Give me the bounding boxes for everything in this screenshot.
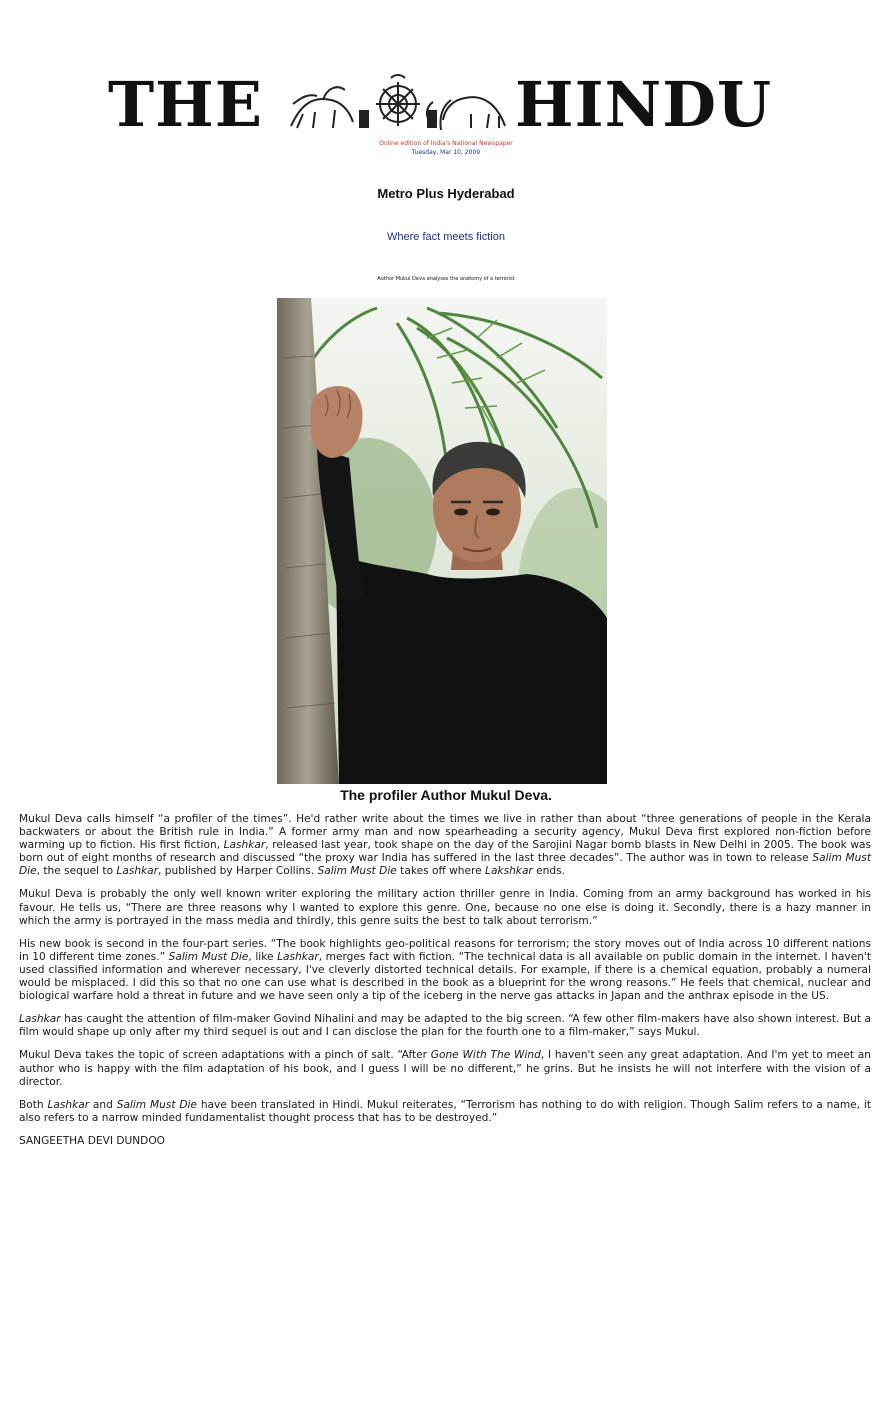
p3-title-salim: Salim Must Die (168, 950, 249, 963)
p3-text-a: His new book is second in the four-part series. “The book highlights geo-political reasons for terrorism; the story moves out of India across 10 different nations in 10 different time zones.” (19, 937, 871, 963)
p1-title-salim: Salim Must Die (19, 852, 871, 878)
article-paragraph-1 (19, 813, 871, 878)
article-paragraph-4 (19, 1013, 871, 1039)
p5-title-gwtw: Gone With The Wind (430, 1049, 541, 1062)
article-paragraph-2: Mukul Deva is probably the only well known writer exploring the military action thriller genre in India. Coming from an army background has worked in his favour. He tells us, “There are three reasons why I wanted to explore this genre. One, because no one else is doing it. Secondly, there is a hazy manner in which the army is portrayed in the mass media and thirdly, this genre suits the best to talk about terrorism.” (19, 888, 871, 927)
p6-text-e: have been translated in Hindi. Mukul reiterates, “Terrorism has nothing to do with religion. Though Salim refers to a name, it also refers to a narrow minded fundamentalist thought process that has to be destroyed.” (19, 1098, 871, 1124)
p3-title-lashkar: Lashkar (277, 950, 319, 963)
photo-caption: The profiler Author Mukul Deva. (340, 787, 552, 803)
article-headline: Where fact meets fiction (387, 231, 505, 243)
article-paragraph-3 (19, 938, 871, 1003)
p1-text-e: , the sequel to (36, 865, 117, 878)
masthead-banner (0, 70, 892, 140)
p1-title-lashkar-2: Lashkar (116, 865, 159, 878)
p6-text-a: Both (19, 1098, 48, 1111)
p5-text-a: Mukul Deva takes the topic of screen adaptations with a pinch of salt. “After (19, 1049, 431, 1062)
masthead-word-hindu: HINDU (515, 68, 773, 141)
p1-text-k: ends. (532, 865, 566, 878)
masthead-word-the: THE (108, 68, 263, 141)
p5-text-c: , I haven't seen any great adaptation. And I'm yet to meet an author who is happy with the film adaptation of his book, and I guess I will be no different,” he grins. But he insists he will not interfere with the vision of a director. (19, 1049, 872, 1088)
article-subhead: Author Mukul Deva analyses the anatomy of a terrorist (377, 276, 515, 282)
article-byline: SANGEETHA DEVI DUNDOO (19, 1134, 166, 1147)
article-body (19, 813, 871, 1148)
p1-title-salim-2: Salim Must Die (317, 865, 397, 878)
p1-text-i: takes off where (396, 865, 486, 878)
p1-title-lashkar: Lashkar (223, 839, 266, 852)
p3-text-e: , merges fact with fiction. “The technical data is all available on public domain in the internet. I haven't used classified information and wherever necessary, I've cleverly distorted technical details. For example, if there is a chemical equation, probably a numeral would be misplaced. I did this so that no one can use what is described in the book as a blueprint for the wrong reasons.” He feels that chemical, nuclear and biological warfare hold a threat in future and we have seen only a tip of the iceberg in the nerve gas attacks in Japan and the anthrax episode in the US. (19, 950, 871, 1003)
author-photo (277, 298, 607, 784)
article-paragraph-5 (19, 1049, 871, 1088)
p6-title-lashkar: Lashkar (47, 1098, 90, 1111)
p1-text-g: , published by Harper Collins. (158, 865, 318, 878)
section-title: Metro Plus Hyderabad (377, 186, 515, 201)
p1-title-lakshkar: Lakshkar (485, 865, 533, 878)
p1-text-a: Mukul Deva calls himself “a profiler of the times”. He'd rather write about the times we live in rather than about “three generations of people in the Kerala backwaters or about the British rule in India.” A former army man and now spearheading a security agency, Mukul Deva first explored non-fiction before warming up to fiction. His first fiction, (19, 813, 871, 852)
p6-title-salim: Salim Must Die (116, 1098, 197, 1111)
p4-text-b: has caught the attention of film-maker Govind Nihalini and may be adapted to the big screen. “A few other film-makers have also shown interest. But a film would shape up only after my third sequel is out and I can disclose the plan for the fourth one to a film-maker,” says Mukul. (19, 1013, 871, 1039)
masthead-tagline: Online edition of India's National Newspaper (379, 140, 513, 147)
masthead-date: Tuesday, Mar 10, 2009 (411, 149, 481, 156)
p6-text-c: and (89, 1098, 117, 1111)
p1-text-c: , released last year, took shape on the day of the Sarojini Nagar bomb blasts in New Delhi in 2005. The book was born out of eight months of research and discussed “the proxy war India has suffered in the last three decades”. The author was in town to release (19, 839, 871, 865)
author-photo-icon (277, 298, 607, 784)
p4-title-lashkar: Lashkar (19, 1013, 61, 1026)
masthead-emblem-icon (283, 74, 513, 136)
article-paragraph-6 (19, 1099, 871, 1125)
p3-text-c: , like (248, 950, 278, 963)
